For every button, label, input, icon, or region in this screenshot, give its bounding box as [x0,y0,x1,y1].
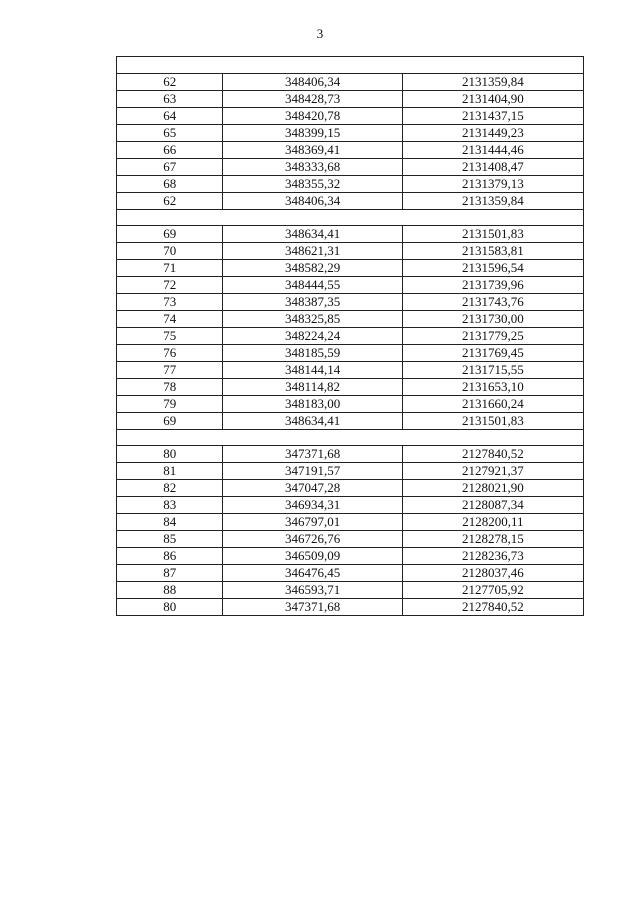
table-row [117,413,584,430]
section-separator-cell [117,210,584,226]
table-row [117,514,584,531]
y-coordinate-cell: 2131449,23 [402,125,583,142]
y-coordinate-cell: 2131730,00 [402,311,583,328]
table-row [117,91,584,108]
table-row [117,243,584,260]
y-coordinate-cell: 2128021,90 [402,480,583,497]
table-row [117,480,584,497]
x-coordinate-cell: 348333,68 [223,159,402,176]
point-number-cell: 65 [117,125,223,142]
table-row [117,379,584,396]
y-coordinate-cell: 2131437,15 [402,108,583,125]
point-number-cell: 85 [117,531,223,548]
y-coordinate-cell: 2127921,37 [402,463,583,480]
point-number-cell: 69 [117,413,223,430]
y-coordinate-cell: 2131501,83 [402,413,583,430]
section-separator-cell [117,57,584,74]
table-row [117,582,584,599]
point-number-cell: 74 [117,311,223,328]
y-coordinate-cell: 2128200,11 [402,514,583,531]
table-row [117,362,584,379]
y-coordinate-cell: 2131408,47 [402,159,583,176]
x-coordinate-cell: 347371,68 [223,446,402,463]
y-coordinate-cell: 2128037,46 [402,565,583,582]
y-coordinate-cell: 2131739,96 [402,277,583,294]
x-coordinate-cell: 348355,32 [223,176,402,193]
y-coordinate-cell: 2131743,76 [402,294,583,311]
section-separator-cell [117,430,584,446]
coordinates-table-body [117,57,584,616]
table-row [117,176,584,193]
table-row [117,328,584,345]
point-number-cell: 83 [117,497,223,514]
point-number-cell: 75 [117,328,223,345]
x-coordinate-cell: 347191,57 [223,463,402,480]
x-coordinate-cell: 348325,85 [223,311,402,328]
point-number-cell: 88 [117,582,223,599]
point-number-cell: 70 [117,243,223,260]
table-row [117,142,584,159]
point-number-cell: 76 [117,345,223,362]
y-coordinate-cell: 2131501,83 [402,226,583,243]
point-number-cell: 82 [117,480,223,497]
table-row [117,396,584,413]
x-coordinate-cell: 346797,01 [223,514,402,531]
point-number-cell: 69 [117,226,223,243]
x-coordinate-cell: 346509,09 [223,548,402,565]
x-coordinate-cell: 348634,41 [223,413,402,430]
table-row [117,277,584,294]
table-row [117,548,584,565]
x-coordinate-cell: 346476,45 [223,565,402,582]
table-row [117,125,584,142]
point-number-cell: 63 [117,91,223,108]
table-row [117,599,584,616]
table-row [117,463,584,480]
table-row [117,260,584,277]
table-row [117,446,584,463]
y-coordinate-cell: 2131596,54 [402,260,583,277]
point-number-cell: 77 [117,362,223,379]
y-coordinate-cell: 2131769,45 [402,345,583,362]
table-row [117,531,584,548]
point-number-cell: 80 [117,446,223,463]
point-number-cell: 81 [117,463,223,480]
x-coordinate-cell: 348183,00 [223,396,402,413]
x-coordinate-cell: 347047,28 [223,480,402,497]
y-coordinate-cell: 2127840,52 [402,599,583,616]
coordinates-table [116,56,584,616]
y-coordinate-cell: 2131653,10 [402,379,583,396]
y-coordinate-cell: 2131444,46 [402,142,583,159]
x-coordinate-cell: 348387,35 [223,294,402,311]
table-row [117,345,584,362]
section-separator-row [117,430,584,446]
table-row [117,74,584,91]
point-number-cell: 62 [117,193,223,210]
table-row [117,294,584,311]
section-separator-row [117,57,584,74]
point-number-cell: 78 [117,379,223,396]
x-coordinate-cell: 348582,29 [223,260,402,277]
x-coordinate-cell: 348224,24 [223,328,402,345]
table-row [117,497,584,514]
point-number-cell: 87 [117,565,223,582]
y-coordinate-cell: 2128087,34 [402,497,583,514]
point-number-cell: 72 [117,277,223,294]
x-coordinate-cell: 348185,59 [223,345,402,362]
y-coordinate-cell: 2127705,92 [402,582,583,599]
point-number-cell: 62 [117,74,223,91]
point-number-cell: 66 [117,142,223,159]
point-number-cell: 71 [117,260,223,277]
table-row [117,565,584,582]
x-coordinate-cell: 348621,31 [223,243,402,260]
x-coordinate-cell: 348369,41 [223,142,402,159]
x-coordinate-cell: 346934,31 [223,497,402,514]
x-coordinate-cell: 348634,41 [223,226,402,243]
table-row [117,193,584,210]
y-coordinate-cell: 2131715,55 [402,362,583,379]
y-coordinate-cell: 2128278,15 [402,531,583,548]
x-coordinate-cell: 348444,55 [223,277,402,294]
x-coordinate-cell: 348406,34 [223,74,402,91]
section-separator-row [117,210,584,226]
table-row [117,311,584,328]
point-number-cell: 68 [117,176,223,193]
y-coordinate-cell: 2131379,13 [402,176,583,193]
y-coordinate-cell: 2131404,90 [402,91,583,108]
y-coordinate-cell: 2131359,84 [402,74,583,91]
y-coordinate-cell: 2131660,24 [402,396,583,413]
x-coordinate-cell: 348406,34 [223,193,402,210]
point-number-cell: 64 [117,108,223,125]
point-number-cell: 84 [117,514,223,531]
table-row [117,159,584,176]
y-coordinate-cell: 2131359,84 [402,193,583,210]
x-coordinate-cell: 348144,14 [223,362,402,379]
point-number-cell: 67 [117,159,223,176]
page-number: 3 [316,26,324,41]
x-coordinate-cell: 348420,78 [223,108,402,125]
y-coordinate-cell: 2127840,52 [402,446,583,463]
table-row [117,226,584,243]
x-coordinate-cell: 348428,73 [223,91,402,108]
x-coordinate-cell: 347371,68 [223,599,402,616]
point-number-cell: 86 [117,548,223,565]
x-coordinate-cell: 346593,71 [223,582,402,599]
y-coordinate-cell: 2128236,73 [402,548,583,565]
x-coordinate-cell: 346726,76 [223,531,402,548]
y-coordinate-cell: 2131779,25 [402,328,583,345]
point-number-cell: 73 [117,294,223,311]
y-coordinate-cell: 2131583,81 [402,243,583,260]
table-row [117,108,584,125]
point-number-cell: 80 [117,599,223,616]
point-number-cell: 79 [117,396,223,413]
x-coordinate-cell: 348114,82 [223,379,402,396]
x-coordinate-cell: 348399,15 [223,125,402,142]
